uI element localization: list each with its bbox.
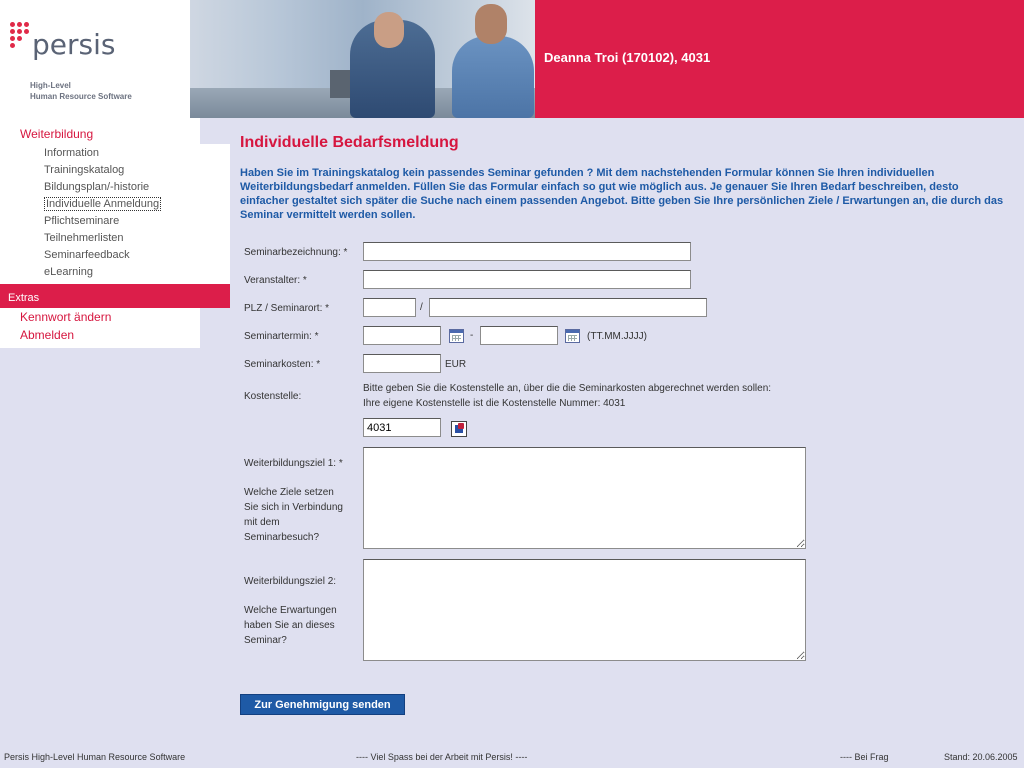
brand-name: persis	[32, 28, 116, 61]
sidebar-section-weiterbildung[interactable]: Weiterbildung	[0, 118, 200, 144]
intro-text: Haben Sie im Trainingskatalog kein passendes Seminar gefunden ? Mit dem nachstehenden Formular können Sie Ihren individuellen Weiterbildungsbedarf anmelden. Füllen Sie das Formular einfach so gut wie möglich aus. Je genauer Sie Ihren Bedarf beschreiben, desto einfacher gestaltet sich später die Suche nach einem passenden Angebot. Bitte geben Sie Ihre persönlichen Ziele / Erwartungen an, die durch das Seminar vermittelt werden sollen.	[240, 167, 1004, 221]
veranstalter-input[interactable]	[363, 270, 691, 289]
ziel1-question: Welche Ziele setzen Sie sich in Verbindung mit dem Seminarbesuch?	[244, 487, 343, 543]
sidebar-item-individuelle-anmeldung[interactable]: Individuelle Anmeldung	[46, 198, 160, 210]
brand-tagline: High-Level Human Resource Software	[30, 81, 132, 101]
plz-input[interactable]	[363, 298, 416, 317]
sidebar-item-bildungsplan[interactable]: Bildungsplan/-historie	[44, 181, 150, 193]
lookup-icon[interactable]	[451, 421, 467, 437]
footer-message: ---- Viel Spass bei der Arbeit mit Persis! ----	[356, 752, 528, 762]
user-info: Deanna Troi (170102), 4031	[544, 50, 711, 65]
submit-button[interactable]: Zur Genehmigung senden	[240, 694, 405, 715]
kostenstelle-own-hint: Ihre eigene Kostenstelle ist die Kostenstelle Nummer: 4031	[363, 398, 626, 409]
header	[0, 0, 1024, 118]
calendar-icon[interactable]	[565, 329, 580, 343]
main-content	[240, 134, 1010, 222]
kostenstelle-input[interactable]	[363, 418, 441, 437]
sidebar-link-kennwort-aendern[interactable]: Kennwort ändern	[0, 308, 200, 326]
sidebar-item-elearning[interactable]: eLearning	[44, 266, 93, 278]
plz-label: PLZ / Seminarort: *	[244, 303, 330, 314]
footer	[0, 748, 1024, 768]
sidebar-item-teilnehmerlisten[interactable]: Teilnehmerlisten	[44, 232, 124, 244]
ziel2-label: Weiterbildungsziel 2:	[244, 576, 337, 587]
sidebar-link-abmelden[interactable]: Abmelden	[0, 326, 200, 348]
kosten-label: Seminarkosten: *	[244, 359, 321, 370]
ziel1-textarea[interactable]	[363, 447, 806, 549]
date-format-hint: (TT.MM.JJJJ)	[587, 331, 647, 342]
footer-date: Stand: 20.06.2005	[944, 752, 1018, 762]
termin-von-input[interactable]	[363, 326, 441, 345]
seminarkosten-input[interactable]	[363, 354, 441, 373]
veranstalter-label: Veranstalter: *	[244, 275, 307, 286]
sidebar-item-seminarfeedback[interactable]: Seminarfeedback	[44, 249, 130, 261]
calendar-icon[interactable]	[449, 329, 464, 343]
kostenstelle-label: Kostenstelle:	[244, 391, 302, 402]
footer-marquee: ---- Bei Frag	[840, 752, 889, 762]
logo[interactable]	[0, 0, 190, 118]
logo-dots-icon	[10, 22, 32, 50]
sidebar	[0, 118, 230, 348]
kostenstelle-hint: Bitte geben Sie die Kostenstelle an, über die die Seminarkosten abgerechnet werden sollen:	[363, 383, 772, 394]
termin-label: Seminartermin: *	[244, 331, 319, 342]
sidebar-item-pflichtseminare[interactable]: Pflichtseminare	[44, 215, 120, 227]
seminarbezeichnung-label: Seminarbezeichnung: *	[244, 247, 348, 258]
sidebar-section-extras: Extras	[0, 284, 200, 308]
header-photo	[190, 0, 535, 118]
seminarbezeichnung-input[interactable]	[363, 242, 691, 261]
seminarort-input[interactable]	[429, 298, 707, 317]
sidebar-item-information[interactable]: Information	[44, 147, 100, 159]
currency-unit: EUR	[445, 359, 467, 370]
sidebar-item-trainingskatalog[interactable]: Trainingskatalog	[44, 164, 125, 176]
termin-bis-input[interactable]	[480, 326, 558, 345]
ziel2-textarea[interactable]	[363, 559, 806, 661]
termin-separator: -	[470, 330, 474, 341]
plz-separator: /	[420, 302, 423, 313]
ziel1-label: Weiterbildungsziel 1: *	[244, 458, 343, 469]
footer-brand: Persis High-Level Human Resource Software	[4, 752, 186, 762]
page-title: Individuelle Bedarfsmeldung	[240, 134, 459, 151]
ziel2-question: Welche Erwartungen haben Sie an dieses Seminar?	[244, 605, 337, 646]
subnav	[0, 144, 200, 284]
